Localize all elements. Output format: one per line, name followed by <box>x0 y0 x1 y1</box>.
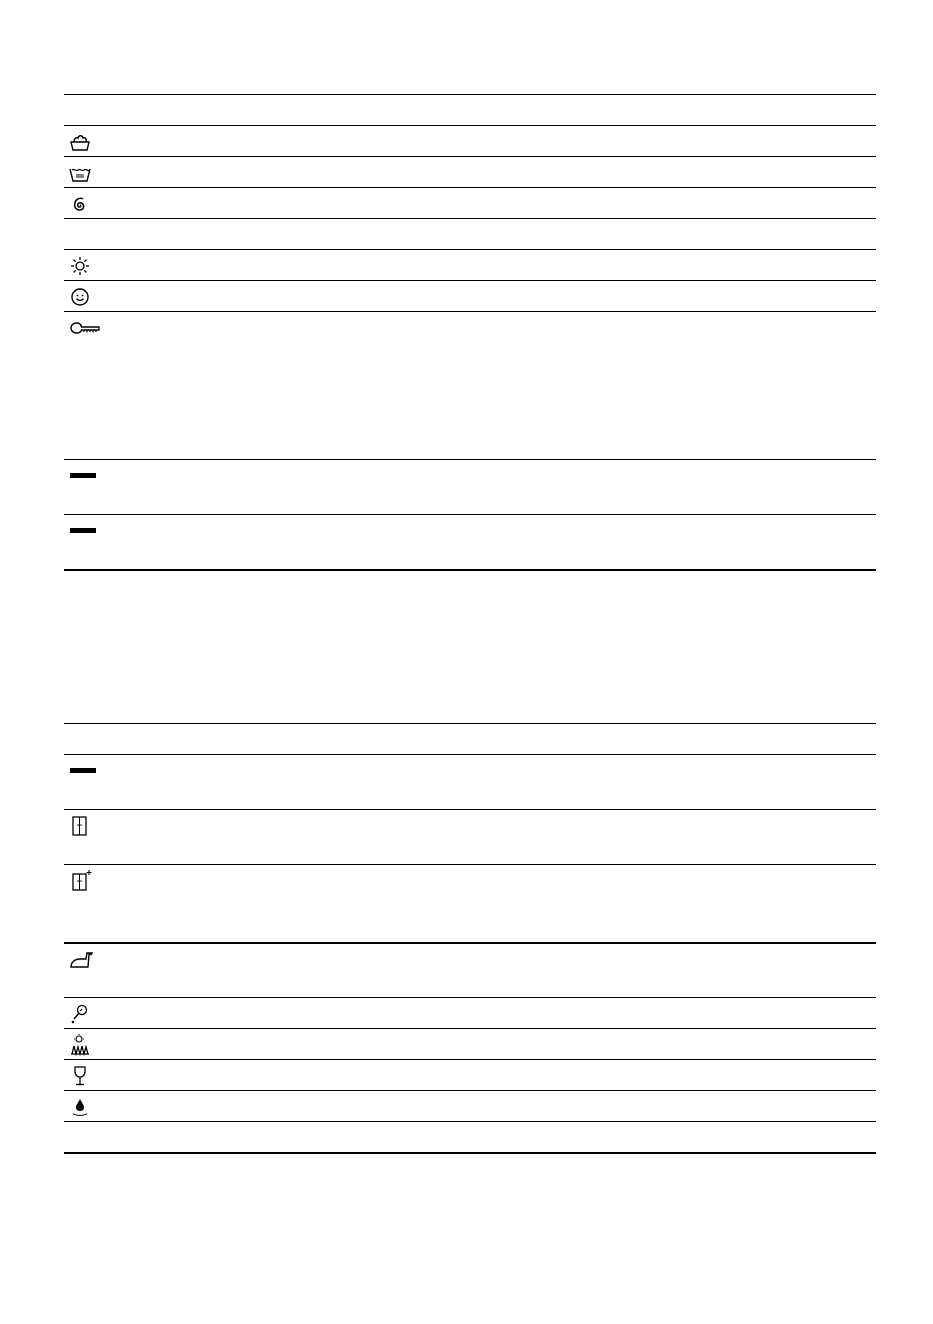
spin-spiral-icon <box>68 192 92 216</box>
icon-cell <box>64 998 225 1029</box>
table-row <box>64 998 876 1029</box>
cupboard-dry-icon <box>68 814 92 838</box>
cell-col3 <box>427 515 876 570</box>
cell-col3 <box>427 157 876 188</box>
iron-dry-icon <box>68 948 94 972</box>
icon-cell <box>64 515 225 570</box>
cell-col2 <box>225 755 427 810</box>
icon-cell <box>64 219 225 250</box>
cell-col3 <box>427 126 876 157</box>
icon-cell <box>64 724 225 755</box>
cell-col2 <box>225 250 427 281</box>
cell-col3 <box>427 810 876 865</box>
table-row <box>64 460 876 515</box>
table-row <box>64 219 876 250</box>
cell-col3 <box>427 250 876 281</box>
cell-col3 <box>427 281 876 312</box>
dash-bar-icon <box>68 519 98 543</box>
cell-col2 <box>225 126 427 157</box>
icon-cell <box>64 250 225 281</box>
cell-col2 <box>225 943 427 998</box>
cell-col3 <box>427 998 876 1029</box>
cell-col2 <box>225 998 427 1029</box>
icon-cell <box>64 1029 225 1060</box>
main-wash-tub-icon <box>68 161 92 185</box>
table-row <box>64 312 876 460</box>
cell-col3 <box>427 95 876 126</box>
icon-cell <box>64 281 225 312</box>
table-row <box>64 1091 876 1122</box>
icon-cell <box>64 188 225 219</box>
cell-col2 <box>225 515 427 570</box>
table-row <box>64 1060 876 1091</box>
table-row <box>64 943 876 998</box>
table-row <box>64 865 876 943</box>
table-row <box>64 515 876 570</box>
table-row <box>64 250 876 281</box>
table-row <box>64 724 876 755</box>
icon-cell <box>64 755 225 810</box>
water-drop-icon <box>68 1095 92 1119</box>
table-row <box>64 755 876 810</box>
cell-col2 <box>225 281 427 312</box>
cell-col2 <box>225 810 427 865</box>
cell-col2 <box>225 157 427 188</box>
settings-table-2 <box>64 723 876 1154</box>
cell-col2 <box>225 312 427 460</box>
stain-brush-icon <box>68 1002 92 1026</box>
cell-col3 <box>427 1060 876 1091</box>
table-row <box>64 281 876 312</box>
cell-col2 <box>225 219 427 250</box>
icon-cell <box>64 943 225 998</box>
cell-col3 <box>427 1029 876 1060</box>
settings-table-1 <box>64 94 876 571</box>
icon-cell <box>64 95 225 126</box>
cell-col2 <box>225 188 427 219</box>
smiley-icon <box>68 285 92 309</box>
table-row <box>64 1122 876 1153</box>
cell-col2 <box>225 1091 427 1122</box>
cell-col3 <box>427 219 876 250</box>
dash-bar-icon <box>68 464 98 488</box>
cell-col2 <box>225 1029 427 1060</box>
cell-col3 <box>427 312 876 460</box>
icon-cell <box>64 810 225 865</box>
outdoor-grass-icon <box>68 1033 92 1057</box>
cell-col3 <box>427 724 876 755</box>
table-row <box>64 157 876 188</box>
icon-cell <box>64 157 225 188</box>
icon-cell <box>64 312 225 460</box>
pre-wash-basin-icon <box>68 130 92 154</box>
icon-cell <box>64 126 225 157</box>
icon-cell <box>64 865 225 943</box>
icon-cell <box>64 1091 225 1122</box>
cell-col3 <box>427 755 876 810</box>
dash-bar-icon <box>68 759 98 783</box>
table-row <box>64 810 876 865</box>
table-row <box>64 95 876 126</box>
icon-cell <box>64 1122 225 1153</box>
cell-col3 <box>427 943 876 998</box>
cell-col3 <box>427 1091 876 1122</box>
cell-col2 <box>225 1060 427 1091</box>
table-row <box>64 126 876 157</box>
cell-col3 <box>427 460 876 515</box>
table-row <box>64 1029 876 1060</box>
cell-col3 <box>427 1122 876 1153</box>
cupboard-dry-plus-icon <box>68 869 92 893</box>
cell-col2 <box>225 865 427 943</box>
icon-cell <box>64 1060 225 1091</box>
cell-col2 <box>225 724 427 755</box>
icon-cell <box>64 460 225 515</box>
sun-icon <box>68 254 92 278</box>
table-row <box>64 188 876 219</box>
cell-col2 <box>225 95 427 126</box>
cell-col3 <box>427 188 876 219</box>
cell-col3 <box>427 865 876 943</box>
key-icon <box>68 316 102 340</box>
wine-glass-icon <box>68 1064 92 1088</box>
cell-col2 <box>225 1122 427 1153</box>
cell-col2 <box>225 460 427 515</box>
